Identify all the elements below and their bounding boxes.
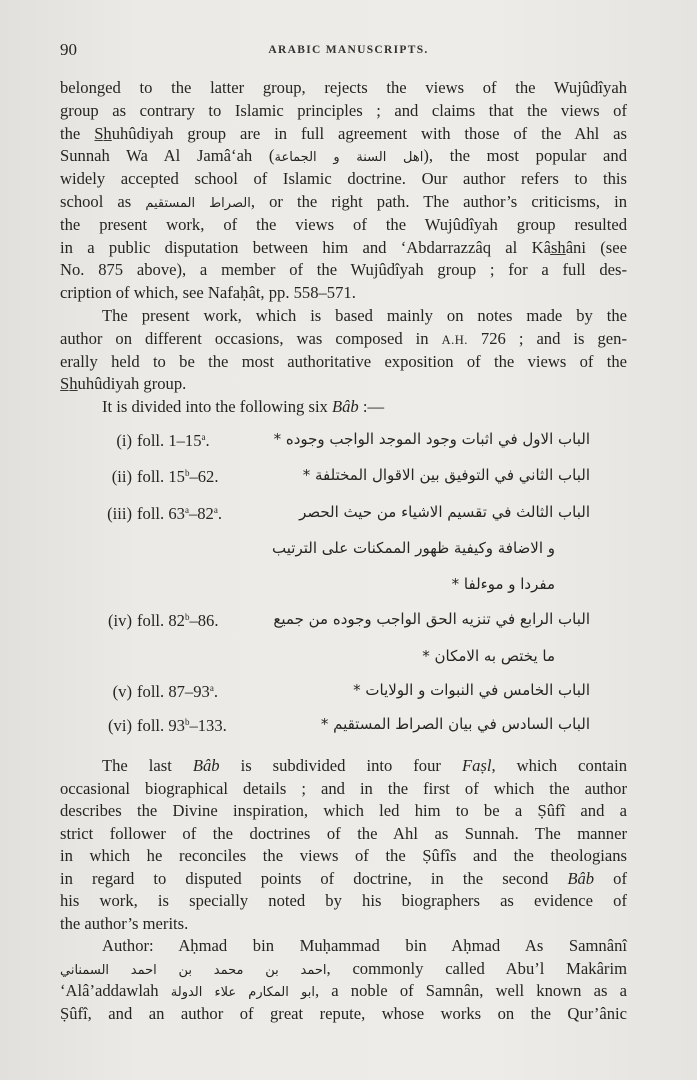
text-run: the S̲h̲uhûdiyah group are in full agreement with those of the Ahl as bbox=[60, 123, 627, 143]
text-run: S̲h̲uhûdiyah group. bbox=[60, 374, 187, 394]
text-run: school as bbox=[60, 191, 146, 211]
bab-number: (v) bbox=[112, 682, 132, 701]
text-run: is subdivided into four bbox=[219, 756, 462, 775]
text-line bbox=[60, 868, 627, 891]
folio-range bbox=[137, 713, 227, 739]
italic-term: Bâb bbox=[567, 868, 595, 888]
text-run: foll. 63 bbox=[137, 504, 185, 523]
text-run: –82 bbox=[188, 504, 214, 523]
bab-arabic-title: و الاضافة وكيفية ظهور الممكنات على الترتيب bbox=[272, 539, 555, 557]
folio-range bbox=[137, 464, 218, 490]
text-line bbox=[60, 191, 627, 214]
text-line bbox=[60, 77, 627, 100]
page-number: 90 bbox=[60, 40, 77, 59]
bab-number: (iv) bbox=[108, 611, 132, 630]
text-run: . bbox=[217, 504, 222, 523]
text-run: foll. 82 bbox=[137, 611, 185, 630]
text-line bbox=[60, 1003, 627, 1026]
text-run: . bbox=[213, 682, 218, 701]
text-run: foll. 87–93 bbox=[137, 682, 210, 701]
folio-side: b bbox=[184, 468, 190, 478]
text-run: Ṣûfî, and an author of great repute, whose works on the Qur’ânic bbox=[60, 1003, 627, 1023]
text-run: widely accepted school of Islamic doctrine. Our author refers to this bbox=[60, 169, 627, 189]
text-run: belonged to the latter group, rejects the views of the Wujûdîyah bbox=[60, 78, 627, 97]
text-line bbox=[60, 305, 627, 328]
text-run: author on different occasions, was composed in bbox=[60, 328, 442, 348]
bab-number: (i) bbox=[116, 431, 132, 450]
text-run: in regard to disputed points of doctrine, in the second bbox=[60, 868, 568, 888]
text-run: –133. bbox=[189, 716, 227, 735]
text-run: erally held to be the most authoritative exposition of the views of the bbox=[60, 351, 627, 371]
folio-side: b bbox=[184, 717, 190, 727]
text-line bbox=[60, 396, 627, 419]
text-run: his work, is specially noted by his biographers as evidence of bbox=[60, 891, 627, 910]
text-run: foll. 93 bbox=[137, 716, 185, 735]
text-run: the author’s merits. bbox=[60, 913, 189, 933]
text-line bbox=[60, 890, 627, 913]
bab-arabic-title: مفردا و موءلفا * bbox=[451, 575, 555, 593]
arabic-term: اهل السنة و الجماعة bbox=[274, 150, 424, 166]
folio-side: a bbox=[209, 683, 214, 693]
text-line bbox=[60, 980, 627, 1003]
text-run: strict follower of the doctrines of the Ahl as Sunnah. The manner bbox=[60, 823, 627, 843]
bab-number: (iii) bbox=[107, 504, 132, 523]
italic-term: Bâb bbox=[332, 397, 359, 417]
text-run: foll. 1–15 bbox=[137, 431, 202, 450]
body-text-top bbox=[60, 77, 627, 419]
bab-arabic-title: الباب الخامس في النبوات و الولايات * bbox=[353, 681, 590, 699]
text-line bbox=[60, 373, 627, 396]
text-run: No. 875 above), a member of the Wujûdîyah group ; for a full des- bbox=[60, 260, 627, 280]
text-run: , which contain bbox=[491, 756, 627, 775]
text-line bbox=[60, 351, 627, 374]
text-line bbox=[60, 958, 627, 981]
text-run: the present work, of the views of the Wujûdîyah group resulted bbox=[60, 214, 627, 234]
text-line bbox=[60, 145, 627, 168]
folio-range bbox=[137, 679, 218, 705]
text-run: –62. bbox=[189, 467, 219, 486]
arabic-term: الصراط المستقيم bbox=[145, 195, 251, 211]
text-run: It is divided into the following six bbox=[102, 397, 332, 417]
text-line bbox=[60, 823, 627, 846]
folio-range bbox=[137, 608, 218, 634]
bab-entry bbox=[0, 679, 697, 705]
text-run: describes the Divine inspiration, which led him to be a Ṣûfî and a bbox=[60, 801, 627, 820]
small-caps-term: A.H. bbox=[441, 332, 468, 347]
text-line bbox=[60, 800, 627, 823]
text-run: cription of which, see Nafaḥât, pp. 558–571. bbox=[60, 283, 356, 303]
text-run: The present work, which is based mainly on notes made by the bbox=[102, 305, 627, 325]
text-line bbox=[60, 845, 627, 868]
bab-arabic-title: الباب الرابع في تنزيه الحق الواجب وجوده من جميع bbox=[273, 610, 590, 628]
text-line bbox=[60, 123, 627, 146]
text-line bbox=[60, 214, 627, 237]
text-line bbox=[60, 935, 627, 958]
folio-side: b bbox=[184, 612, 190, 622]
text-line bbox=[60, 237, 627, 260]
text-line bbox=[60, 168, 627, 191]
running-title: ARABIC MANUSCRIPTS. bbox=[268, 44, 429, 56]
folio-range bbox=[137, 501, 222, 527]
text-line bbox=[60, 259, 627, 282]
bab-arabic-title: الباب السادس في بيان الصراط المستقيم * bbox=[320, 715, 590, 733]
text-line bbox=[60, 100, 627, 123]
text-run: . bbox=[205, 431, 210, 450]
text-run: ‘Alâ’addawlah bbox=[60, 981, 171, 1000]
text-run: :— bbox=[358, 397, 385, 417]
text-line bbox=[60, 328, 627, 351]
text-run: in a public disputation between him and ‘Abdarrazzâq al Kâs̲h̲âni (see bbox=[60, 237, 627, 257]
italic-term: Bâb bbox=[192, 756, 220, 775]
bab-arabic-title: الباب الاول في اثبات وجود الموجد الواجب وجوده * bbox=[273, 430, 590, 448]
bab-arabic-title: الباب الثاني في التوفيق بين الاقوال المختلفة * bbox=[302, 466, 590, 484]
text-run: foll. 15 bbox=[137, 467, 185, 486]
text-run: The last bbox=[102, 756, 193, 775]
folio-range bbox=[137, 428, 210, 454]
text-line bbox=[60, 778, 627, 801]
text-line bbox=[60, 282, 627, 305]
bab-number: (vi) bbox=[108, 716, 132, 735]
body-text-bottom bbox=[60, 755, 627, 1025]
text-run: of bbox=[594, 868, 627, 888]
bab-arabic-title: الباب الثالث في تقسيم الاشياء من حيث الحصر bbox=[299, 503, 590, 521]
folio-side: a bbox=[184, 505, 189, 515]
text-run: , a noble of Samnân, well known as a bbox=[314, 981, 627, 1000]
text-run: 726 ; and is gen- bbox=[467, 328, 627, 348]
text-run: in which he reconciles the views of the Ṣûfîs and the theologians bbox=[60, 846, 627, 865]
text-run: occasional biographical details ; and in the first of which the author bbox=[60, 778, 627, 798]
text-run: group as contrary to Islamic principles ; and claims that the views of bbox=[60, 100, 627, 120]
text-run: , or the right path. The author’s criticisms, in bbox=[250, 191, 627, 211]
arabic-term: احمد بن محمد بن احمد السمناني bbox=[60, 962, 327, 978]
arabic-term: ابو المكارم علاء الدولة bbox=[170, 985, 315, 1000]
text-line bbox=[60, 755, 627, 778]
text-run: , commonly called Abu’l Makârim bbox=[326, 958, 627, 978]
bab-arabic-title: ما يختص به الامكان * bbox=[422, 647, 555, 665]
text-run: Sunnah Wa Al Jamâ‘ah ( bbox=[60, 146, 275, 166]
italic-term: Faṣl bbox=[461, 756, 492, 775]
text-run: –86. bbox=[189, 611, 219, 630]
text-run: Author: Aḥmad bin Muḥammad bin Aḥmad As Samnânî bbox=[102, 936, 627, 955]
folio-side: a bbox=[213, 505, 218, 515]
text-line bbox=[60, 913, 627, 936]
folio-side: a bbox=[201, 432, 206, 442]
text-run: ), the most popular and bbox=[423, 146, 628, 166]
bab-number: (ii) bbox=[111, 467, 132, 486]
